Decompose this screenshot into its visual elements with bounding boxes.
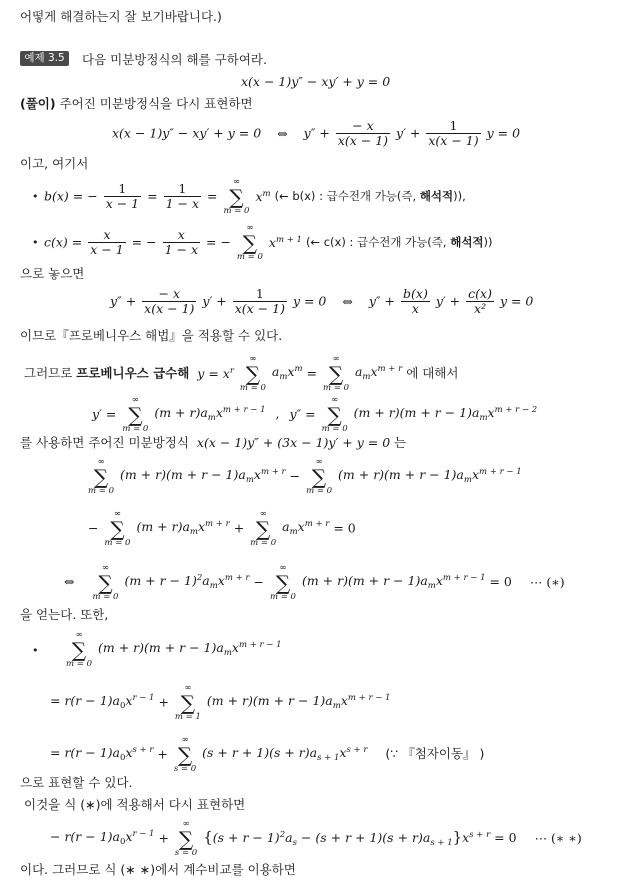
big3-sum-2	[270, 564, 296, 601]
eq2-mid: y′ +	[202, 293, 227, 309]
bx-frac-1	[104, 182, 141, 212]
frac-den: 1 − x	[164, 242, 199, 257]
frac-den: x(x − 1)	[337, 133, 389, 149]
big3-t1: (m + r − 1)	[124, 573, 197, 589]
sum-bottom: m = 0	[250, 537, 277, 548]
shift3-sub: s + 1	[317, 753, 340, 764]
yp-pow: m + r − 1	[222, 405, 266, 416]
big3-t2: (m + r)(m + r − 1)a	[301, 573, 428, 589]
shift2-sub: m	[332, 701, 341, 712]
sum-top: ∞	[249, 354, 257, 364]
frac-den: x − 1	[90, 242, 124, 257]
sigma-icon: ∑	[242, 230, 258, 255]
sigma-icon: ∑	[275, 570, 291, 595]
bx-eq: =	[147, 188, 158, 204]
shift2-term-pow: m + r − 1	[347, 693, 391, 704]
big1-t2: (m + r)(m + r − 1)a	[338, 467, 464, 483]
cx-frac-1	[88, 228, 125, 258]
final-plus: +	[158, 830, 169, 846]
series-a2: a	[354, 364, 363, 380]
ypp-sum	[322, 396, 348, 433]
big1-minus: −	[289, 468, 301, 484]
use-line-eq: x(x − 1)y″ + (3x − 1)y′ + y = 0	[196, 435, 391, 450]
cx-eq2: = −	[206, 234, 231, 250]
bullet-shift: •	[32, 644, 39, 657]
sum-bottom: m = 0	[306, 485, 333, 496]
shift3-pow: s + r	[132, 745, 154, 756]
last-line: 이다. 그러므로 식 (∗ ∗)에서 계수비교를 이용하면	[20, 862, 296, 877]
use-line-pre: 를 사용하면 주어진 미분방정식	[20, 435, 189, 450]
sum-bottom: m = 0	[122, 423, 149, 434]
sigma-icon: ∑	[256, 516, 271, 541]
eq2-frac-1	[142, 287, 196, 317]
big-eq-2: − ∞ ∑ m = 0 $(m + r)a_mx^{m + r}$ + ∞ ∑ m = 0 $a_mx^{m + r} = 0$	[88, 509, 356, 548]
shift2-sum	[175, 684, 201, 721]
frac-num: − x	[142, 287, 196, 302]
shift-line-3: = $r(r - 1)a_0x^{s + r}$ + ∞ ∑ s = 0 $(s + r + 1)(s + r)a_{s + 1}x^{s + r}$ (∵ 『첨자이동』 )	[50, 735, 485, 774]
sum-top: ∞	[113, 509, 122, 519]
series-intro	[24, 355, 458, 392]
sigma-icon: ∑	[245, 361, 261, 386]
big3-a: a	[202, 573, 210, 589]
sigma-icon: ∑	[98, 570, 113, 595]
frac-num: 1	[426, 119, 480, 134]
shift3-plus: +	[157, 746, 168, 762]
sigma-icon: ∑	[328, 361, 344, 386]
eq2-frac-2	[233, 287, 287, 317]
bx-lhs: b(x) = −	[44, 188, 98, 204]
big2-sub: m	[189, 527, 198, 538]
series-sum-2	[323, 355, 349, 392]
cx-comment: (← c(x) : 급수전개 가능(즉,	[305, 234, 451, 249]
shift3-x-pow: s + r	[346, 745, 368, 756]
sum-bottom: m = 0	[236, 251, 263, 262]
cx-comment-bold: 해석적	[450, 234, 484, 249]
big3-sub2: m	[427, 581, 436, 592]
sigma-icon: ∑	[93, 464, 109, 489]
cx-line	[44, 224, 493, 261]
frac-num: c(x)	[468, 286, 492, 301]
big3-eq: = 0	[489, 574, 512, 590]
sum-bottom: s = 0	[174, 847, 198, 858]
frac-num: b(x)	[403, 286, 428, 301]
big2-t1-pow: m + r	[205, 519, 230, 530]
shift1-pow: m + r − 1	[238, 640, 282, 651]
shift3-sum	[174, 736, 196, 773]
bx-comment: (← b(x) : 급수전개 가능(즉,	[274, 188, 420, 203]
shift3-pre: = r(r − 1)a	[50, 745, 120, 761]
final-sub: s	[292, 837, 297, 848]
frac-den: x(x − 1)	[144, 301, 195, 317]
ypp-term: (m + r)(m + r − 1)a	[353, 405, 480, 421]
eq1-yprime: y′ +	[396, 125, 421, 141]
eq2-arrow: ⇔	[342, 293, 353, 309]
cx-frac-2	[163, 228, 200, 258]
final-sum	[175, 820, 197, 857]
sum-bottom: m = 1	[174, 711, 201, 722]
series-x-pow: m	[294, 364, 303, 375]
sum-bottom: m = 0	[223, 205, 250, 216]
big3-tag: ⋯ (∗)	[529, 574, 565, 590]
big1-t1: (m + r)(m + r − 1)a	[119, 467, 246, 483]
shift2-pre: = r(r − 1)a	[50, 693, 120, 709]
sigma-icon: ∑	[327, 402, 342, 427]
shift2-plus: +	[158, 694, 169, 710]
series-x2-pow: m + r	[377, 364, 403, 375]
big3-t1-pow: m + r	[224, 573, 250, 584]
big2-sub2: m	[289, 527, 298, 538]
eq2-end: y = 0	[292, 293, 327, 309]
frac-den: x − 1	[105, 196, 140, 211]
eq1-frac-1	[336, 119, 390, 149]
sigma-icon: ∑	[177, 742, 193, 767]
bx-sum	[223, 178, 249, 215]
eq1-frac-2	[426, 119, 480, 149]
cx-comment-end: ))	[483, 234, 493, 249]
final-equation: − $r(r - 1)a_0x^{r - 1}$ + ∞ ∑ s = 0 $\{(s + r - 1)^2a_s - (s + r + 1)(s + r)a_{s + 1}\}x^{s + r} = 0$ ⋯ (∗ ∗)	[50, 819, 582, 858]
ypp-lhs: y″ =	[289, 406, 316, 422]
frac-num: − x	[336, 119, 390, 134]
sum-top: ∞	[184, 683, 192, 693]
final-pow: r − 1	[132, 829, 155, 840]
final-inner-a: (s + r − 1)	[212, 829, 280, 845]
big3-t2-pow: m + r − 1	[442, 573, 486, 584]
series-r: r	[229, 365, 234, 376]
big2-t2-pow: m + r	[304, 519, 330, 530]
shift1-sub: m	[223, 648, 232, 659]
sum-bottom: m = 0	[66, 658, 92, 669]
series-intro-bold: 프로베니우스 급수해	[76, 365, 190, 381]
equation-2	[110, 287, 533, 317]
sigma-icon: ∑	[311, 464, 327, 489]
shift2-pow: r − 1	[132, 693, 155, 704]
frobenius-apply: 이므로『프로베니우스 해법』을 적용할 수 있다.	[20, 328, 283, 343]
ypp-pow: m + r − 2	[494, 405, 538, 416]
big-eq-3: ⇔ ∞ ∑ m = 0 $(m + r - 1)^2a_mx^{m + r}$ − ∞ ∑ m = 0 $(m + r)(m + r - 1)a_mx^{m + r - 1} = 0$ ⋯ (∗)	[64, 563, 565, 602]
final-as: a	[285, 829, 293, 845]
as-put: 으로 놓으면	[20, 266, 85, 281]
frac-num: 1	[104, 182, 141, 197]
sum-top: ∞	[259, 509, 267, 519]
eq2-frac-3	[401, 287, 430, 317]
big2-minus: −	[88, 520, 99, 536]
bx-term: x	[255, 188, 263, 204]
sigma-icon: ∑	[180, 690, 196, 715]
final-pre: − r(r − 1)a	[50, 829, 120, 845]
bx-comment-bold: 해석적	[419, 188, 454, 203]
bullet-bx: •	[32, 190, 39, 203]
example-statement: 다음 미분방정식의 해를 구하여라.	[82, 52, 267, 67]
cx-eq: = −	[131, 234, 157, 250]
frac-num: 1	[233, 287, 287, 302]
sum-top: ∞	[131, 395, 139, 405]
sigma-icon: ∑	[128, 402, 143, 427]
frac-num: x	[163, 228, 200, 243]
intro-line: 어떻게 해결하는지 잘 보기바랍니다.)	[20, 9, 222, 24]
shift-line-1: ∞ ∑ m = 0 $(m + r)(m + r - 1)a_mx^{m + r - 1}$	[66, 630, 282, 669]
big3-sub: m	[209, 581, 218, 592]
sum-top: ∞	[101, 563, 110, 573]
sum-top: ∞	[97, 457, 105, 467]
frac-den: x²	[474, 301, 487, 317]
sum-bottom: m = 0	[321, 423, 348, 434]
final-minus: − (s + r + 1)(s + r)a	[300, 829, 431, 845]
big1-sub: m	[245, 475, 254, 486]
shift3-term: (s + r + 1)(s + r)a	[202, 745, 318, 761]
eq1-lhs: x(x − 1)y″ − xy′ + y = 0	[112, 125, 262, 141]
sum-bottom: m = 0	[239, 382, 266, 393]
shift1-sum	[66, 631, 92, 668]
sum-bottom: m = 0	[88, 485, 114, 496]
sum-top: ∞	[331, 395, 339, 405]
shift2-term: (m + r)(m + r − 1)a	[206, 693, 333, 709]
sum-bottom: m = 0	[104, 537, 131, 548]
ypp-sub: m	[479, 413, 488, 424]
frac-num: 1	[164, 182, 201, 197]
big2-t1: (m + r)a	[136, 519, 190, 535]
sigma-icon: ∑	[229, 184, 244, 209]
series-intro-pre: 그러므로	[24, 365, 77, 381]
yp-comma: ,	[275, 406, 280, 422]
big1-sub2: m	[463, 475, 472, 486]
sum-bottom: m = 0	[269, 591, 296, 602]
sum-top: ∞	[232, 177, 241, 187]
cx-term: x	[268, 234, 276, 250]
eq2-r-mid: y′ +	[435, 293, 461, 309]
frac-den: x(x − 1)	[428, 133, 479, 149]
solution-label: (풀이)	[20, 96, 56, 111]
sum-top: ∞	[279, 563, 287, 573]
big1-t2-pow: m + r − 1	[479, 467, 522, 478]
sigma-icon: ∑	[71, 637, 87, 662]
series-a-sub: m	[279, 372, 288, 383]
big1-sum-1	[88, 458, 114, 495]
eq2-r-end: y = 0	[499, 293, 534, 309]
example-equation: x(x − 1)y″ − xy′ + y = 0	[241, 74, 391, 89]
and-here: 이고, 여기서	[20, 156, 89, 171]
big1-sum-2	[306, 458, 332, 495]
frac-den: x	[411, 301, 419, 317]
series-sum-1	[240, 355, 266, 392]
shift3-note: (∵ 『첨자이동』 )	[385, 746, 485, 762]
eq1-rhs-start: y″ +	[303, 125, 330, 141]
derivatives-line: y′ = ∞ ∑ m = 0 $(m + r)a_mx^{m + r - 1}$ , y″ = ∞ ∑ m = 0 $(m + r)(m + r - 1)a_mx^{m + r - 2}$	[92, 395, 538, 434]
sum-bottom: m = 0	[92, 591, 119, 602]
big2-sum-2	[250, 510, 276, 547]
sum-top: ∞	[332, 354, 340, 364]
big2-plus: +	[233, 520, 245, 536]
big3-arrow: ⇔	[64, 574, 75, 590]
shift-line-2: = $r(r - 1)a_0x^{r - 1}$ + ∞ ∑ m = 1 $(m + r)(m + r - 1)a_mx^{m + r - 1}$	[50, 683, 391, 722]
big3-sq: 2	[196, 573, 203, 584]
big1-t1-pow: m + r	[260, 467, 286, 478]
eq2-frac-4	[466, 287, 494, 317]
yp-sub: m	[207, 413, 216, 424]
cx-lhs: c(x) =	[44, 234, 83, 250]
eq1-arrow: ⇔	[277, 125, 288, 141]
cx-sum	[237, 224, 263, 261]
sum-top: ∞	[182, 819, 190, 829]
sigma-icon: ∑	[178, 826, 194, 851]
frac-den: x(x − 1)	[234, 301, 285, 317]
shift2-x: x	[125, 693, 133, 709]
sigma-icon: ∑	[110, 516, 125, 541]
final-eq: = 0	[494, 830, 517, 846]
frac-num: x	[88, 228, 125, 243]
equation-1	[112, 119, 520, 149]
eq2-start: y″ +	[110, 293, 137, 309]
bx-power: m	[262, 188, 271, 199]
sum-bottom: s = 0	[173, 763, 197, 774]
sum-top: ∞	[315, 457, 323, 467]
obtain-line: 을 얻는다. 또한,	[20, 607, 109, 622]
use-line-post: 는	[394, 435, 407, 450]
big3-minus: −	[253, 574, 264, 590]
bx-eq2: =	[207, 188, 218, 204]
final-tag: ⋯ (∗ ∗)	[534, 830, 582, 846]
big2-t2: a	[282, 519, 290, 535]
bx-line	[44, 178, 466, 215]
big2-eq: = 0	[333, 520, 356, 536]
frac-den: 1 − x	[165, 196, 200, 211]
apply-again: 이것을 식 (∗)에 적용해서 다시 표현하면	[24, 797, 246, 812]
can-express: 으로 표현할 수 있다.	[20, 775, 133, 790]
bullet-cx: •	[32, 236, 39, 249]
yp-lhs: y′ =	[92, 406, 117, 422]
eq1-end: y = 0	[486, 125, 521, 141]
sum-top: ∞	[75, 630, 83, 640]
bx-comment-end: )),	[453, 188, 466, 203]
series-eq2: =	[306, 365, 317, 381]
example-badge: 예제 3.5	[20, 51, 69, 66]
final-sub2: s + 1	[430, 837, 453, 848]
sum-top: ∞	[181, 735, 189, 745]
series-intro-post: 에 대해서	[406, 365, 459, 381]
final-pow2: s + r	[469, 829, 491, 840]
sum-bottom: m = 0	[322, 382, 349, 393]
big-eq-1: ∞ ∑ m = 0 $(m + r)(m + r - 1)a_mx^{m + r}$ − ∞ ∑ m = 0 $(m + r)(m + r - 1)a_mx^{m + r - 1}$	[88, 457, 522, 496]
big3-sum-1	[92, 564, 118, 601]
eq2-r-start: y″ +	[368, 293, 396, 309]
series-a2-sub: m	[362, 372, 371, 383]
series-eq: y = x	[197, 365, 230, 381]
solution-line1: 주어진 미분방정식을 다시 표현하면	[59, 96, 253, 111]
final-sq: 2	[279, 829, 286, 840]
use-line	[20, 437, 406, 450]
series-a: a	[271, 364, 280, 380]
yp-sum	[122, 396, 148, 433]
sum-top: ∞	[246, 223, 254, 233]
series-x: x	[287, 364, 295, 380]
cx-power: m + 1	[275, 234, 302, 245]
series-x2: x	[370, 364, 378, 380]
bx-frac-2	[164, 182, 201, 212]
solution-line	[20, 98, 253, 111]
big2-sum-1	[104, 510, 130, 547]
shift1-term: (m + r)(m + r − 1)a	[97, 640, 224, 656]
yp-term: (m + r)a	[154, 405, 208, 421]
